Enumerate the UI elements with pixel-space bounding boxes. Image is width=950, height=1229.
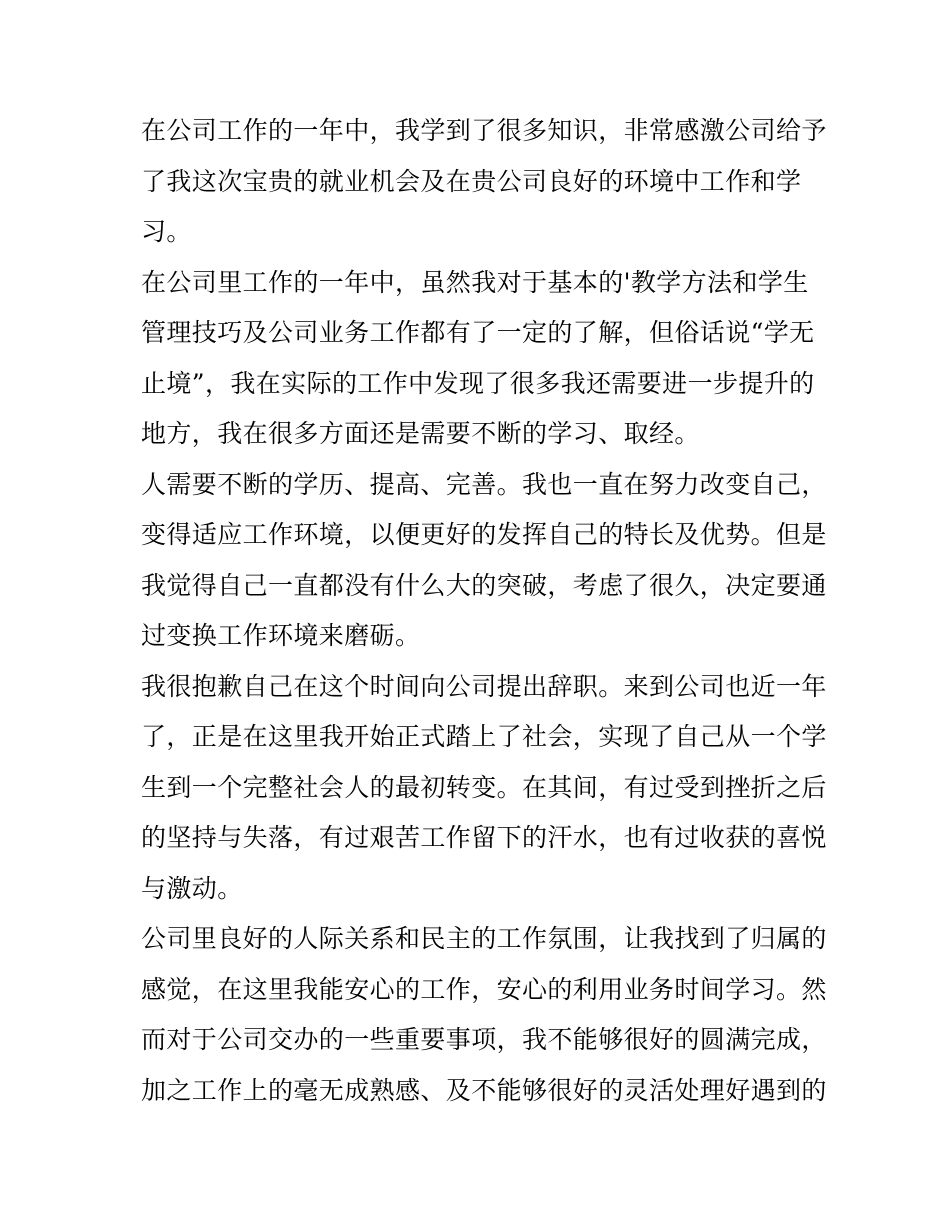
- text-line: 变得适应工作环境，以便更好的发挥自己的特长及优势。但是: [141, 520, 827, 549]
- text-line: 管理技巧及公司业务工作都有了一定的了解，但俗话说“学无: [141, 318, 815, 347]
- text-line: 止境”，我在实际的工作中发现了很多我还需要进一步提升的: [141, 368, 815, 398]
- text-line: 过变换工作环境来磨砺。: [141, 621, 421, 650]
- text-line: 在公司工作的一年中，我学到了很多知识，非常感激公司给予: [141, 116, 827, 145]
- text-line: 而对于公司交办的一些重要事项，我不能够很好的圆满完成，: [141, 1025, 827, 1054]
- text-line: 人需要不断的学历、提高、完善。我也一直在努力改变自己，: [141, 469, 827, 499]
- text-line: 习。: [141, 217, 192, 246]
- text-line: 与激动。: [141, 873, 243, 903]
- text-line: 感觉，在这里我能安心的工作，安心的利用业务时间学习。然: [141, 974, 827, 1004]
- paragraph-1: [141, 106, 827, 258]
- text-line: 的坚持与失落，有过艰苦工作留下的汗水，也有过收获的喜悦: [141, 823, 827, 852]
- paragraph-2: [141, 258, 813, 460]
- text-line: 地方，我在很多方面还是需要不断的学习、取经。: [141, 419, 700, 448]
- text-line: 生到一个完整社会人的最初转变。在其间，有过受到挫折之后: [141, 772, 827, 802]
- text-line: 公司里良好的人际关系和民主的工作氛围，让我找到了归属的: [141, 924, 827, 953]
- text-line: 了我这次宝贵的就业机会及在贵公司良好的环境中工作和学: [141, 166, 802, 196]
- text-line: 了，正是在这里我开始正式踏上了社会，实现了自己从一个学: [141, 722, 827, 751]
- text-line: 我觉得自己一直都没有什么大的突破，考虑了很久，决定要通: [141, 570, 827, 600]
- text-line: 我很抱歉自己在这个时间向公司提出辞职。来到公司也近一年: [141, 671, 827, 701]
- paragraph-5: [141, 914, 827, 1116]
- text-line: 在公司里工作的一年中，虽然我对于基本的'教学方法和学生: [141, 267, 809, 297]
- document-body: [141, 106, 827, 1116]
- text-line: 加之工作上的毫无成熟感、及不能够很好的灵活处理好遇到的: [141, 1075, 827, 1105]
- paragraph-4: [141, 662, 827, 915]
- paragraph-3: [141, 460, 827, 662]
